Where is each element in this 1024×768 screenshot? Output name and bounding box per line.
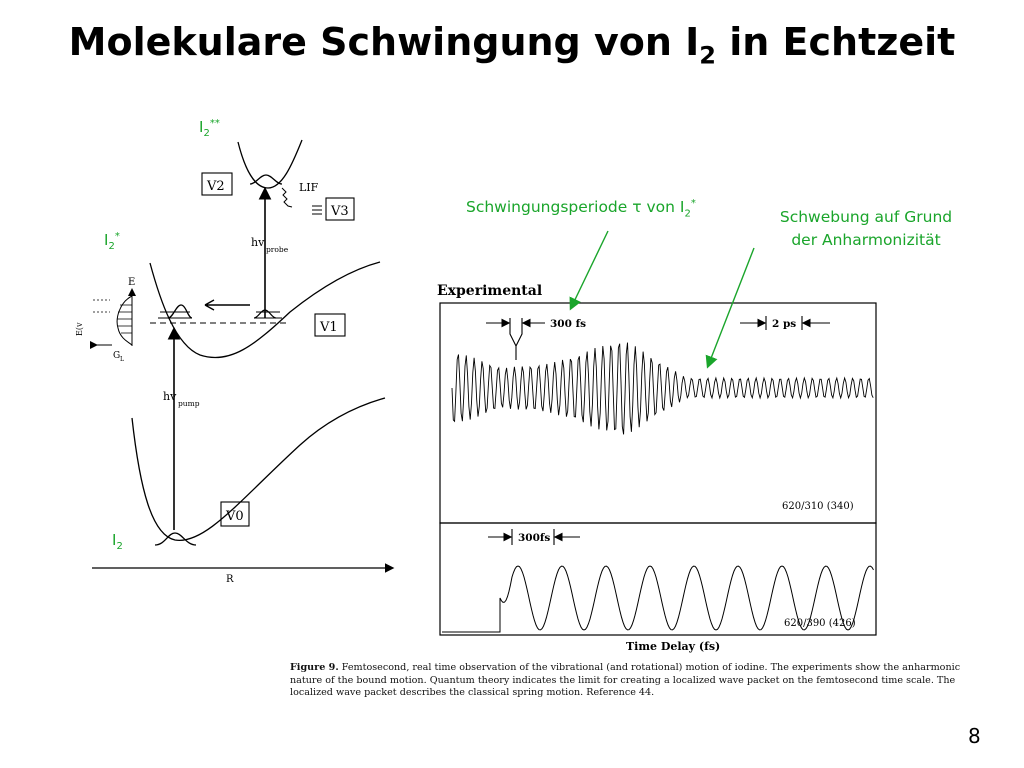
x-axis-label: Time Delay (fs) <box>626 640 721 653</box>
hv-probe-label: hv <box>251 236 265 249</box>
gl-sub: L <box>120 356 124 363</box>
box-v3-label: V3 <box>331 204 349 219</box>
period-arrow <box>571 231 608 308</box>
marker-2ps-label: 2 ps <box>772 318 797 330</box>
hv-pump-label: hv <box>163 390 177 403</box>
gl-label: G <box>113 351 121 361</box>
top-panel-frame <box>440 303 876 523</box>
top-trace <box>452 343 873 435</box>
marker-300fs-bottom-label: 300fs <box>518 532 551 544</box>
marker-300fs-top <box>486 318 545 360</box>
annotation-beat: Schwebung auf Grund der Anharmonizität <box>779 208 953 249</box>
figure-caption: Figure 9. Femtosecond, real time observation of the vibrational (and rotational) motion of iodine. The experiments show the anharmonic nature of the bound motion. Quantum theory indicates the limit for creating a localized wave packet on the femtosecond time scale. The localized wave packet describes the classical spring motion. Reference 44. <box>290 662 961 698</box>
annotation-oscillation-period: Schwingungsperiode τ von $I_2^*$ <box>466 198 696 220</box>
energy-distribution <box>117 296 132 345</box>
lif-emission <box>282 188 292 207</box>
lif-label: LIF <box>299 181 319 194</box>
box-v0-label: V0 <box>226 509 244 524</box>
state-label-i2: $I_2$ <box>112 531 123 552</box>
upper-wavepacket <box>250 175 282 184</box>
beat-arrow <box>708 248 754 366</box>
ground-state-curve <box>132 398 385 540</box>
state-label-i2-double-star: $I_2^{**}$ <box>199 118 220 139</box>
hv-probe-sub: probe <box>266 245 289 254</box>
page-number: 8 <box>968 724 981 748</box>
plot-title: Experimental <box>437 283 543 299</box>
experimental-plot <box>437 283 876 653</box>
diagram-labels <box>75 179 349 585</box>
slide-title: Molekulare Schwingung von $I_2$ in Echtzeit <box>68 20 956 70</box>
e-axis-label: E <box>128 277 136 288</box>
wavepacket-motion-arrow <box>205 300 250 310</box>
box-v1-label: V1 <box>320 320 338 335</box>
box-v2-label: V2 <box>207 179 225 194</box>
r-axis-label: R <box>226 574 234 585</box>
energy-diff-label: E(v <box>75 322 84 336</box>
top-panel-label: 620/310 (340) <box>782 501 854 512</box>
hv-pump-sub: pump <box>178 399 200 408</box>
bottom-panel-label: 620/390 (426) <box>784 618 856 629</box>
state-label-i2-star: $I_2^*$ <box>104 231 120 252</box>
marker-300fs-top-label: 300 fs <box>550 318 587 330</box>
upper-state-curve <box>238 140 302 188</box>
